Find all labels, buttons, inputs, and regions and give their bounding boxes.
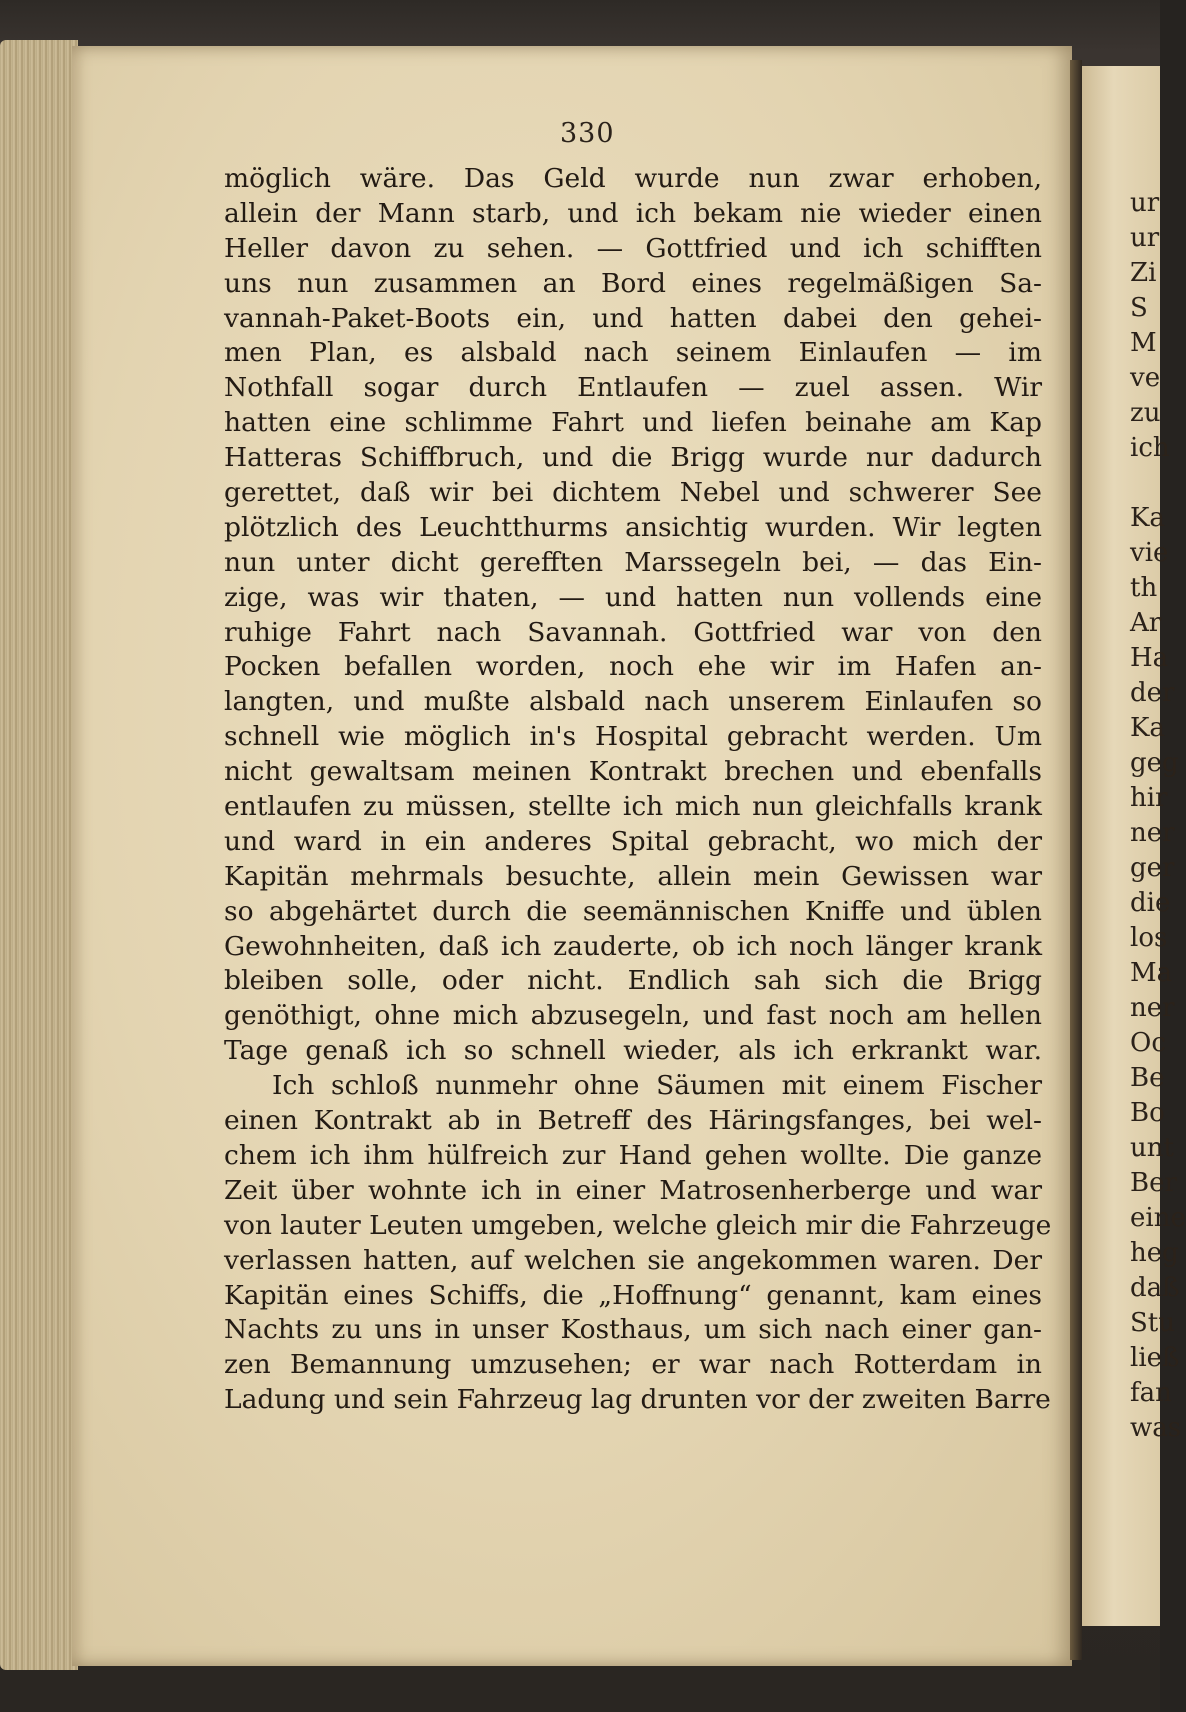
body-text <box>224 162 1052 1418</box>
facing-page-fragment: Ma <box>1130 958 1173 988</box>
text-line: allein der Mann starb, und ich bekam nie wieder einen <box>224 197 1042 229</box>
facing-page-fragment: heg <box>1130 1238 1179 1268</box>
facing-page-fragment: daß <box>1130 1273 1180 1303</box>
text-line: Hatteras Schiffbruch, und die Brigg wurde nur dadurch <box>224 442 1042 474</box>
facing-page-fragment: was <box>1130 1413 1182 1443</box>
text-line: genöthigt, ohne mich abzusegeln, und fast noch am hellen <box>224 1000 1042 1032</box>
text-line: hatten eine schlimme Fahrt und liefen beinahe am Kap <box>224 407 1042 439</box>
facing-page-fragment: ger <box>1130 853 1175 883</box>
text-line: Ich schloß nunmehr ohne Säumen mit einem Fischer <box>272 1070 1042 1102</box>
text-line: zige, was wir thaten, — und hatten nun vollends eine <box>224 581 1042 613</box>
facing-page-fragment: Bo <box>1130 1098 1165 1128</box>
text-line: zen Bemannung umzusehen; er war nach Rotterdam in <box>224 1349 1042 1381</box>
text-line: Gewohnheiten, daß ich zauderte, ob ich noch länger krank <box>224 930 1042 962</box>
text-line: und ward in ein anderes Spital gebracht, wo mich der <box>224 825 1042 857</box>
page-number: 330 <box>560 118 615 149</box>
facing-page-fragment: Be <box>1130 1063 1165 1093</box>
text-line: Kapitän mehrmals besuchte, allein mein Gewissen war <box>224 860 1042 892</box>
facing-page-fragment: die <box>1130 888 1171 918</box>
facing-page-fragment: ur <box>1130 223 1160 253</box>
text-line: ruhige Fahrt nach Savannah. Gottfried war von den <box>224 616 1042 648</box>
text-line: gerettet, daß wir bei dichtem Nebel und schwerer See <box>224 477 1042 509</box>
text-line: nun unter dicht gerefften Marssegeln bei, — das Ein- <box>224 546 1042 578</box>
text-line: vannah-Paket-Boots ein, und hatten dabei den gehei- <box>224 302 1042 334</box>
facing-page-fragment: Ar <box>1130 608 1162 638</box>
text-line: so abgehärtet durch die seemännischen Kniffe und üblen <box>224 895 1042 927</box>
facing-page-fragment: los <box>1130 923 1168 953</box>
facing-page-fragment: Zi <box>1130 258 1157 288</box>
text-line: Nachts zu uns in unser Kosthaus, um sich nach einer gan- <box>224 1314 1042 1346</box>
text-line: uns nun zusammen an Bord eines regelmäßigen Sa- <box>224 267 1042 299</box>
facing-page-fragment: unt <box>1130 1133 1174 1163</box>
text-line: entlaufen zu müssen, stellte ich mich nun gleichfalls krank <box>224 791 1042 823</box>
facing-page-fragment: zu <box>1130 398 1161 428</box>
facing-page-fragment: ve <box>1130 363 1161 393</box>
facing-page-fragment: ner <box>1130 993 1175 1023</box>
facing-page-fragment: ich <box>1130 433 1170 463</box>
facing-page-fragment: Ha <box>1130 643 1169 673</box>
facing-page-fragment: Ber <box>1130 1168 1177 1198</box>
text-line: einen Kontrakt ab in Betreff des Häringsfanges, bei wel- <box>224 1105 1042 1137</box>
facing-page-fragment: M <box>1130 328 1157 358</box>
text-line: nicht gewaltsam meinen Kontrakt brechen und ebenfalls <box>224 756 1042 788</box>
facing-page-fragment <box>1130 466 1160 501</box>
text-line: Zeit über wohnte ich in einer Matrosenherberge und war <box>224 1174 1042 1206</box>
facing-page-fragment: ur <box>1130 188 1160 218</box>
text-line: schnell wie möglich in's Hospital gebracht werden. Um <box>224 721 1042 753</box>
facing-page-fragment: eine <box>1130 1203 1186 1233</box>
facing-page-fragment: fan <box>1130 1378 1172 1408</box>
text-line: langten, und mußte alsbald nach unserem Einlaufen so <box>224 686 1042 718</box>
facing-page-fragment: geg <box>1130 748 1179 778</box>
text-line: chem ich ihm hülfreich zur Hand gehen wollte. Die ganze <box>224 1139 1042 1171</box>
book-gutter <box>1070 60 1082 1660</box>
facing-page-fragment: vie <box>1130 538 1169 568</box>
text-line: Pocken befallen worden, noch ehe wir im Hafen an- <box>224 651 1042 683</box>
text-line: Nothfall sogar durch Entlaufen — zuel assen. Wir <box>224 372 1042 404</box>
facing-page-text-fragments <box>1130 186 1186 1446</box>
facing-page-fragment: ner <box>1130 818 1175 848</box>
text-line: verlassen hatten, auf welchen sie angekommen waren. Der <box>224 1244 1042 1276</box>
book-page-edges <box>0 40 78 1670</box>
facing-page-fragment: hir <box>1130 783 1168 813</box>
text-line: von lauter Leuten umgeben, welche gleich mir die Fahrzeuge <box>224 1209 1052 1241</box>
facing-page-fragment: Oc <box>1130 1028 1166 1058</box>
facing-page-fragment: Ka <box>1130 503 1165 533</box>
text-line: Heller davon zu sehen. — Gottfried und ich schifften <box>224 232 1042 264</box>
text-line: bleiben solle, oder nicht. Endlich sah sich die Brigg <box>224 965 1042 997</box>
text-line: Tage genaß ich so schnell wieder, als ich erkrankt war. <box>224 1035 1042 1067</box>
facing-page-fragment: th <box>1130 573 1158 603</box>
facing-page-fragment: Ka <box>1130 713 1165 743</box>
facing-page-fragment: ließ <box>1130 1343 1180 1373</box>
text-line: Ladung und sein Fahrzeug lag drunten vor der zweiten Barre <box>224 1384 1051 1416</box>
facing-page-fragment: der <box>1130 678 1175 708</box>
facing-page-fragment: S <box>1130 293 1148 323</box>
text-line: plötzlich des Leuchtthurms ansichtig wurden. Wir legten <box>224 511 1042 543</box>
facing-page-fragment: Stu <box>1130 1308 1176 1338</box>
text-line: men Plan, es alsbald nach seinem Einlaufen — im <box>224 337 1042 369</box>
text-line: Kapitän eines Schiffs, die „Hoffnung“ genannt, kam eines <box>224 1279 1042 1311</box>
text-line: möglich wäre. Das Geld wurde nun zwar erhoben, <box>224 163 1042 194</box>
